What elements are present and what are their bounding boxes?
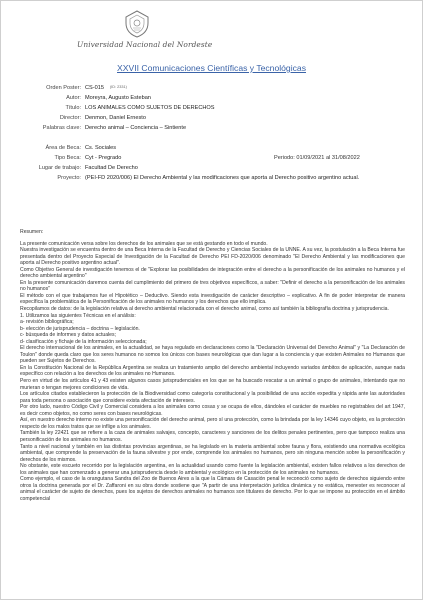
university-emblem-icon (124, 9, 150, 39)
abstract-paragraph: El método con el que trabajamos fue el Hipotético – Deductivo. Siendo esta investigación de carácter descriptivo – explicativo. A fin de poder interpretar de manera específica la problemática de la Personificación de los animales no humanos y los derechos que ello implica. (20, 292, 405, 306)
abstract-paragraph: Como Objetivo General de investigación tenemos el de "Explorar las posibilidades de integración entre el derecho a la personificación de los animales no humanos y el derecho ambiental argentino" (20, 266, 405, 280)
event-title: XXVII Comunicaciones Científicas y Tecnológicas (117, 63, 306, 73)
university-logo (77, 9, 213, 49)
abstract-paragraph: Nuestra investigación se encuentra dentro de una Beca Interna de la Facultad de Derecho y Ciencias Sociales de la UNNE. A su vez, la postulación a la Beca Interna fue presentada dentro del Proyecto Especial de Investigación de la Facultad de Derecho PEI FD-2020/006 denominado "El Derecho Ambiental y las modificaciones que aporta al Derecho positivo argentino actual". (20, 247, 405, 267)
palabras-clave-label: Palabras clave: (42, 125, 81, 131)
area-beca-value: Cs. Sociales (85, 145, 117, 151)
abstract-paragraph: Por otro lado, nuestro Código Civil y Comercial considera a los animales como cosas y se ocupa de ellos, dándoles el carácter de muebles no registrables del art 1947, es decir como objetos, no como seres con bases neurológicas. (20, 404, 405, 417)
meta-row-director (1, 115, 422, 123)
abstract-paragraph: El derecho internacional de los animales, en la actualidad, se haya regulado en declaraciones como la "Declaración Universal del Derecho Animal" y "La Declaración de Toulon" donde queda claro que los seres humanos no somos los únicos con bases neurológicas que dan lugar a la conciencia y que existen Animales no Humanos que pueden ser Sujetos de Derechos. (20, 345, 405, 365)
abstract-paragraph: Los artículos citados establecieron la protección de la Biodiversidad como categoría constitucional y la posibilidad de una acción expedita y rápida ante las autoridades para toda persona o asociación que considere exista afectación de intereses. (20, 391, 405, 404)
titulo-value: LOS ANIMALES COMO SUJETOS DE DERECHOS (85, 105, 215, 111)
meta-row-area-beca (1, 145, 422, 153)
orden-poster-value (85, 85, 127, 91)
abstract-paragraph: En la Constitución Nacional de la República Argentina se realiza un tratamiento amplio del derecho ambiental incluyendo variados ámbitos de aplicación, aunque nada específico con relación a los derechos de los animales no Humanos. (20, 364, 405, 378)
meta-row-autor (1, 95, 422, 103)
tipo-beca-label: Tipo Beca: (54, 155, 81, 161)
abstract-paragraph: Pero en virtud de los artículos 41 y 43 existen algunos casos jurisprudenciales en los que se ha buscado rescatar a un animal o grupo de animales, intentando que no murieran o tengan mejores condiciones de vida. (20, 378, 405, 391)
abstract-paragraph: En la presente comunicación daremos cuenta del cumplimiento del primero de tres objetivos específicos, a saber: "Definir el derecho a la personificación de los animales no humanos" (20, 279, 405, 293)
meta-row-orden-poster (1, 85, 422, 93)
abstract-paragraph: Recopilamos de datos: de la legislación relativa al derecho ambiental relacionada con el derecho animal, como así también la bibliografía doctrina y jurisprudencia. (20, 306, 389, 313)
abstract-body (20, 241, 405, 503)
abstract-paragraph: No obstante, este escueto recorrido por la legislación argentina, en la actualidad usando como fuente la legislación ambiental, existen fallos relativos a los derechos de los animales que han comenzado a generar una jurisprudencia desde lo ambiental y ecológico en la protección de los animales no humanos. (20, 463, 405, 476)
meta-row-proyecto (1, 175, 422, 183)
abstract-paragraph: d- clasificación y fichaje de la información seleccionada; (20, 338, 147, 345)
abstract-section (20, 229, 405, 502)
orden-poster-label: Orden Poster: (46, 85, 81, 91)
meta-row-lugar (1, 165, 422, 173)
abstract-paragraph: a- revisión bibliográfica; (20, 319, 74, 326)
proyecto-label: Proyecto: (57, 175, 81, 181)
abstract-paragraph: c- búsqueda de informes y datos actuales; (20, 332, 116, 339)
university-name: Universidad Nacional del Nordeste (77, 40, 213, 49)
lugar-value: Facultad De Derecho (85, 165, 138, 171)
orden-poster-code: CS-015 (85, 85, 104, 91)
lugar-label: Lugar de trabajo: (38, 165, 81, 171)
autor-value: Moreyra, Augusto Esteban (85, 95, 151, 101)
abstract-heading: Resumen: (20, 229, 44, 235)
orden-poster-id: (ID: 2331) (109, 85, 127, 89)
palabras-clave-value: Derecho animal – Conciencia – Sintiente (85, 125, 187, 131)
proyecto-value: (PEI-FD 2020/006) El Derecho Ambiental y las modificaciones que aporta al Derecho positivo argentino actual. (85, 175, 360, 181)
meta-row-palabras-clave (1, 125, 422, 133)
abstract-paragraph: Tanto a nivel nacional y también en las distintas provincias argentinas, se ha legislado en la materia ambiental sobre fauna y flora, existiendo una normativa ecológica ambiental, que comprende la preservación de la fauna silvestre y por ende, comprende los animales no humanos, pero sin ninguna mención sobre la personificación y derechos de los mismos. (20, 443, 405, 463)
abstract-paragraph: La presente comunicación versa sobre los derechos de los animales que se está gestando en todo el mundo. (20, 240, 268, 247)
area-beca-label: Área de Beca: (45, 145, 81, 151)
titulo-label: Título: (65, 105, 81, 111)
director-label: Director: (59, 115, 81, 121)
abstract-paragraph: Así, en nuestro derecho interno no existe una personificación del derecho animal, pero sí una protección, como la brindada por la ley 14346 cuyo objeto, es la protección respecto de los malos tratos que se inflige a los animales. (20, 417, 405, 430)
meta-row-titulo (1, 105, 422, 113)
abstract-paragraph: 1. Utilizamos las siguientes Técnicas en el análisis: (20, 312, 136, 319)
meta-row-tipo-beca (1, 155, 422, 163)
abstract-paragraph: b- elección de jurisprudencia – doctrina – legislación. (20, 325, 140, 332)
abstract-paragraph: Como ejemplo, el caso de la orangutana Sandra del Zoo de Buenos Aires a la que la Cámara de Casación penal le reconoció como sujeto de derechos siguiendo entre otros la doctrina generada por el Dr. Zaffaroni en su obra donde sostiene que "A partir de una interpretación jurídica dinámica y no estática, menester es reconocer al animal el carácter de sujeto de derechos, pues los sujetos de derechos animales no humanos son titulares de derecho. Por lo que se impone su protección en el ámbito competencial (20, 476, 405, 502)
director-value: Denmon, Daniel Ernesto (85, 115, 146, 121)
autor-label: Autor: (66, 95, 81, 101)
tipo-beca-value: Cyt - Pregrado (85, 155, 122, 161)
periodo-value: Periodo: 01/09/2021 al 31/08/2022 (274, 155, 360, 161)
abstract-paragraph: También la ley 22421 que se refiere a la caza de animales salvajes, concepto, caracteres y sanciones de los delitos penales pertinentes, pero que tampoco realiza una personificación de los animales no humanos. (20, 430, 405, 443)
